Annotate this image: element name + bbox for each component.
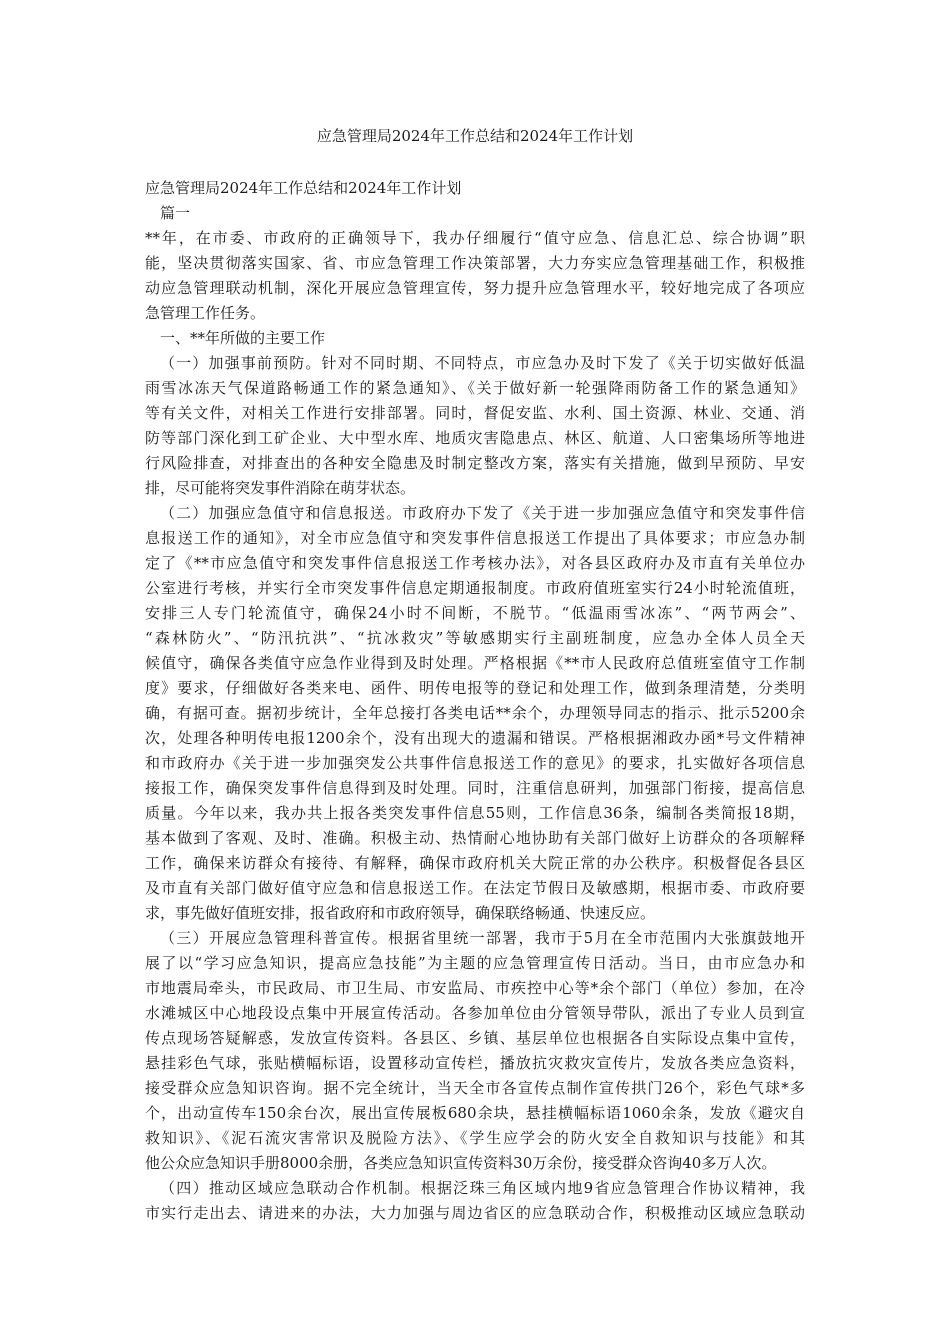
part-label: 篇一 xyxy=(160,204,191,222)
text-line: 市地震局牵头，市民政局、市卫生局、市安监局、市疾控中心等*余个部门（单位）参加，在冷 xyxy=(145,979,805,997)
document-body xyxy=(145,176,805,1226)
paragraph-3 xyxy=(145,926,805,1176)
text-line: 展了以“学习应急知识，提高应急技能”为主题的应急管理宣传日活动。当日，由市应急办和 xyxy=(145,954,805,972)
paragraph-1 xyxy=(145,351,805,501)
text-line: 接报工作，确保突发事件信息得到及时处理。同时，注重信息研判，加强部门衔接，提高信息 xyxy=(145,779,805,797)
text-line: 和市政府办《关于进一步加强突发公共事件信息报送工作的意见》的要求，扎实做好各项信息 xyxy=(145,754,805,772)
text-line: 确，有据可查。据初步统计，全年总接打各类电话**余个，办理领导同志的指示、批示5200余 xyxy=(145,704,805,722)
text-line: （一）加强事前预防。针对不同时期、不同特点，市应急办及时下发了《关于切实做好低温 xyxy=(160,354,805,372)
text-line: 质量。今年以来，我办共上报各类突发事件信息55则，工作信息36条，编制各类简报18期， xyxy=(145,804,805,822)
text-line: 定了《**市应急值守和突发事件信息报送工作考核办法》，对各县区政府办及市直有关单位办 xyxy=(145,554,805,572)
text-line: 排，尽可能将突发事件消除在萌芽状态。 xyxy=(145,479,416,497)
text-line: 悬挂彩色气球，张贴横幅标语，设置移动宣传栏，播放抗灾救灾宣传片，发放各类应急资料， xyxy=(145,1054,805,1072)
text-line: **年，在市委、市政府的正确领导下，我办仔细履行“值守应急、信息汇总、综合协调”职 xyxy=(145,229,805,247)
text-line: 水滩城区中心地段设点集中开展宣传活动。各参加单位由分管领导带队，派出了专业人员到宣 xyxy=(145,1004,805,1022)
text-line: 等有关文件，对相关工作进行安排部署。同时，督促安监、水利、国土资源、林业、交通、消 xyxy=(145,404,805,422)
text-line: 行风险排查，对排查出的各种安全隐患及时制定整改方案，落实有关措施，做到早预防、早安 xyxy=(145,454,805,472)
text-line: 防等部门深化到工矿企业、大中型水库、地质灾害隐患点、林区、航道、人口密集场所等地进 xyxy=(145,429,805,447)
document-title: 应急管理局2024年工作总结和2024年工作计划 xyxy=(316,127,634,145)
text-line: 工作，确保来访群众有接待、有解释，确保市政府机关大院正常的办公秩序。积极督促各县区 xyxy=(145,854,805,872)
text-line: “森林防火”、“防汛抗洪”、“抗冰救灾”等敏感期实行主副班制度，应急办全体人员全天 xyxy=(145,629,805,647)
paragraph-4 xyxy=(145,1176,805,1226)
text-line: 息报送工作的通知》，对全市应急值守和突发事件信息报送工作提出了具体要求；市应急办制 xyxy=(145,529,805,547)
text-line: 候值守，确保各类值守应急作业得到及时处理。严格根据《**市人民政府总值班室值守工作制 xyxy=(145,654,805,672)
text-line: （三）开展应急管理科普宣传。根据省里统一部署，我市于5月在全市范围内大张旗鼓地开 xyxy=(160,929,805,947)
text-line: 救知识》、《泥石流灾害常识及脱险方法》、《学生应学会的防火安全自救知识与技能》和其 xyxy=(145,1129,805,1147)
text-line: （二）加强应急值守和信息报送。市政府办下发了《关于进一步加强应急值守和突发事件信 xyxy=(160,504,805,522)
intro-paragraph xyxy=(145,226,805,326)
section-heading: 一、**年所做的主要工作 xyxy=(160,329,326,347)
text-line: 公室进行考核，并实行全市突发事件信息定期通报制度。市政府值班室实行24小时轮流值班， xyxy=(145,579,805,597)
text-line: 求，事先做好值班安排，报省政府和市政府领导，确保联络畅通、快速反应。 xyxy=(145,904,656,922)
text-line: 市实行走出去、请进来的办法，大力加强与周边省区的应急联动合作，积极推动区域应急联动 xyxy=(145,1204,805,1222)
text-line: 安排三人专门轮流值守，确保24小时不间断，不脱节。“低温雨雪冰冻”、“两节两会”、 xyxy=(145,604,805,622)
document-subtitle: 应急管理局2024年工作总结和2024年工作计划 xyxy=(145,179,462,197)
text-line: 他公众应急知识手册8000余册，各类应急知识宣传资料30万余份，接受群众咨询40多万人次。 xyxy=(145,1154,777,1172)
text-line: 次，处理各种明传电报1200余个，没有出现大的遗漏和错误。严格根据湘政办函*号文件精神 xyxy=(145,729,805,747)
text-line: 能，坚决贯彻落实国家、省、市应急管理工作决策部署，大力夯实应急管理基础工作，积极推 xyxy=(145,254,805,272)
text-line: 个，出动宣传车150余台次，展出宣传展板680余块，悬挂横幅标语1060余条，发放《避灾自 xyxy=(145,1104,805,1122)
text-line: 及市直有关部门做好值守应急和信息报送工作。在法定节假日及敏感期，根据市委、市政府要 xyxy=(145,879,805,897)
text-line: 基本做到了客观、及时、准确。积极主动、热情耐心地协助有关部门做好上访群众的各项解释 xyxy=(145,829,805,847)
text-line: 传点现场答疑解惑，发放宣传资料。各县区、乡镇、基层单位也根据各自实际设点集中宣传， xyxy=(145,1029,805,1047)
text-line: 急管理工作任务。 xyxy=(145,304,266,322)
text-line: 接受群众应急知识咨询。据不完全统计，当天全市各宣传点制作宣传拱门26个，彩色气球*多 xyxy=(145,1079,805,1097)
text-line: 雨雪冰冻天气保道路畅通工作的紧急通知》、《关于做好新一轮强降雨防备工作的紧急通知》 xyxy=(145,379,805,397)
paragraph-2 xyxy=(145,501,805,926)
text-line: 度》要求，仔细做好各类来电、函件、明传电报等的登记和处理工作，做到条理清楚，分类明 xyxy=(145,679,805,697)
text-line: 动应急管理联动机制，深化开展应急管理宣传，努力提升应急管理水平，较好地完成了各项应 xyxy=(145,279,805,297)
text-line: （四）推动区域应急联动合作机制。根据泛珠三角区域内地9省应急管理合作协议精神，我 xyxy=(160,1179,805,1197)
